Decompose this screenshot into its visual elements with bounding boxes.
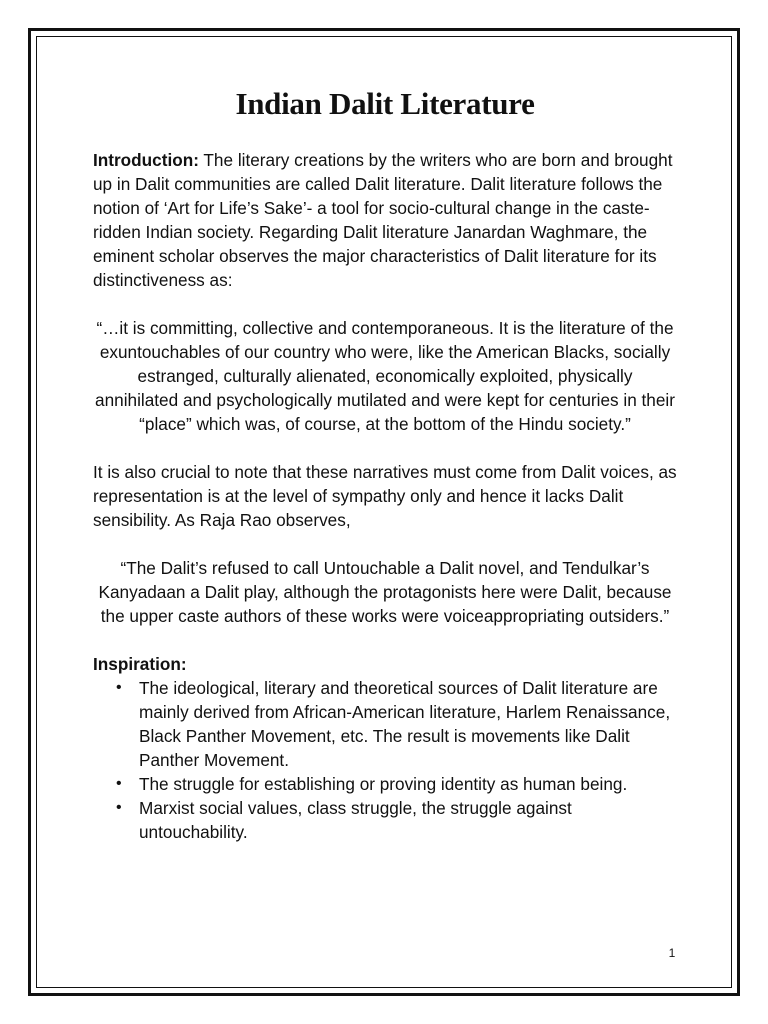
list-item xyxy=(116,796,677,844)
list-item xyxy=(116,772,677,796)
document-title: Indian Dalit Literature xyxy=(235,86,535,121)
inspiration-heading: Inspiration: xyxy=(93,654,187,674)
list-item xyxy=(116,676,677,772)
page-number: 1 xyxy=(668,946,676,960)
introduction-label: Introduction: xyxy=(93,150,199,170)
list-item-text: Marxist social values, class struggle, the struggle against untouchability. xyxy=(139,798,572,842)
bullet-icon: • xyxy=(116,679,122,696)
bullet-icon: • xyxy=(116,799,122,816)
list-item-text: The struggle for establishing or proving identity as human being. xyxy=(139,774,628,794)
introduction-text: The literary creations by the writers who are born and brought up in Dalit communities are called Dalit literature. Dalit literature follows the notion of ‘Art for Life’s Sake’- a tool for socio-cultural change in the caste-ridden Indian society. Regarding Dalit literature Janardan Waghmare, the eminent scholar observes the major characteristics of Dalit literature for its distinctiveness as: xyxy=(93,150,673,290)
waghmare-quote: “…it is committing, collective and contemporaneous. It is the literature of the exuntouchables of our country who were, like the American Blacks, socially estranged, culturally alienated, economically exploited, physically annihilated and psychologically mutilated and were kept for centuries in their “place” which was, of course, at the bottom of the Hindu society.” xyxy=(95,318,675,434)
raja-rao-quote: “The Dalit’s refused to call Untouchable a Dalit novel, and Tendulkar’s Kanyadaan a Dalit play, although the protagonists here were Dalit, because the upper caste authors of these works were voiceappropriating outsiders.” xyxy=(98,558,672,626)
list-item-text: The ideological, literary and theoretical sources of Dalit literature are mainly derived from African-American literature, Harlem Renaissance, Black Panther Movement, etc. The result is movements like Dalit Panther Movement. xyxy=(139,678,671,770)
document-body xyxy=(93,84,677,844)
bullet-icon: • xyxy=(116,775,122,792)
representation-paragraph: It is also crucial to note that these narratives must come from Dalit voices, as representation is at the level of sympathy only and hence it lacks Dalit sensibility. As Raja Rao observes, xyxy=(93,462,677,530)
introduction-paragraph xyxy=(93,148,677,292)
inspiration-list xyxy=(93,676,677,844)
